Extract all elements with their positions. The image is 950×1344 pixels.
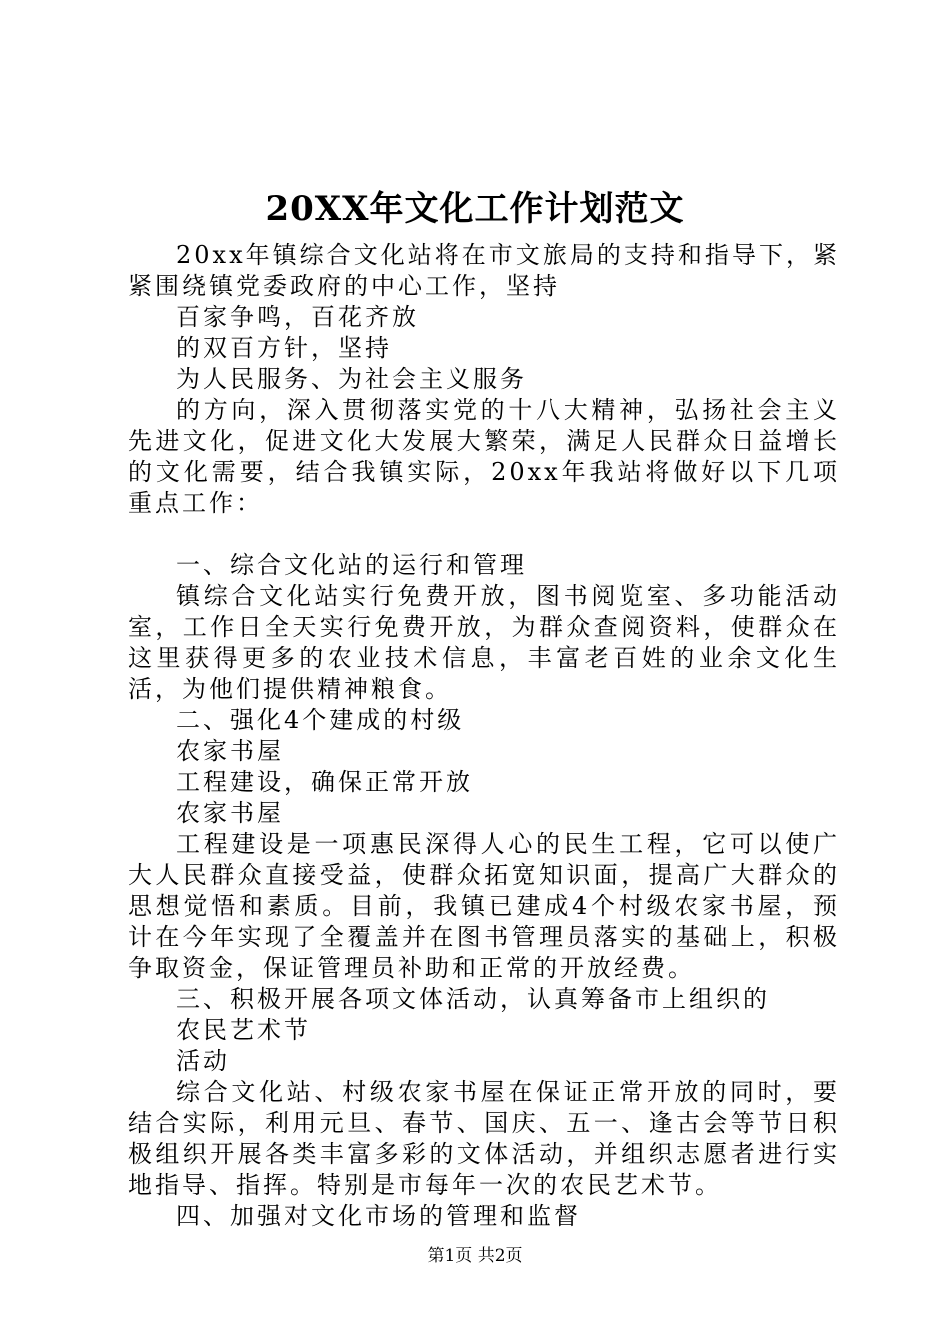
paragraph: 工程建设，确保正常开放 — [176, 768, 473, 796]
section-heading: 三、积极开展各项文体活动，认真筹备市上组织的 — [176, 985, 770, 1013]
document-body — [128, 240, 840, 1232]
section-heading: 四、加强对文化市场的管理和监督 — [176, 1202, 581, 1230]
section-heading: 一、综合文化站的运行和管理 — [176, 551, 527, 579]
paragraph: 的双百方针，坚持 — [176, 334, 392, 362]
page-number-footer: 第1页 共2页 — [427, 1246, 523, 1266]
paragraph: 20xx年镇综合文化站将在市文旅局的支持和指导下，紧紧围绕镇党委政府的中心工作，坚持 — [128, 241, 840, 300]
paragraph: 镇综合文化站实行免费开放，图书阅览室、多功能活动室，工作日全天实行免费开放，为群众查阅资料，使群众在这里获得更多的农业技术信息，丰富老百姓的业余文化生活，为他们提供精神粮食。 — [128, 582, 840, 703]
paragraph: 的方向，深入贯彻落实党的十八大精神，弘扬社会主义先进文化，促进文化大发展大繁荣，满足人民群众日益增长的文化需要，结合我镇实际，20xx年我站将做好以下几项重点工作： — [128, 396, 840, 517]
document-title: 20XX年文化工作计划范文 — [265, 189, 685, 229]
paragraph: 百家争鸣，百花齐放 — [176, 303, 419, 331]
paragraph: 农民艺术节 — [176, 1016, 311, 1044]
paragraph: 农家书屋 — [176, 799, 284, 827]
section-heading: 二、强化4个建成的村级 — [176, 706, 465, 734]
paragraph: 工程建设是一项惠民深得人心的民生工程，它可以使广大人民群众直接受益，使群众拓宽知识面，提高广大群众的思想觉悟和素质。目前，我镇已建成4个村级农家书屋，预计在今年实现了全覆盖并在图书管理员落实的基础上，积极争取资金，保证管理员补助和正常的开放经费。 — [128, 830, 840, 982]
blank-line — [128, 519, 840, 550]
paragraph: 综合文化站、村级农家书屋在保证正常开放的同时，要结合实际，利用元旦、春节、国庆、五一、逢古会等节日积极组织开展各类丰富多彩的文体活动，并组织志愿者进行实地指导、指挥。特别是市每年一次的农民艺术节。 — [128, 1078, 840, 1199]
paragraph: 农家书屋 — [176, 737, 284, 765]
paragraph: 为人民服务、为社会主义服务 — [176, 365, 527, 393]
paragraph: 活动 — [176, 1047, 230, 1075]
